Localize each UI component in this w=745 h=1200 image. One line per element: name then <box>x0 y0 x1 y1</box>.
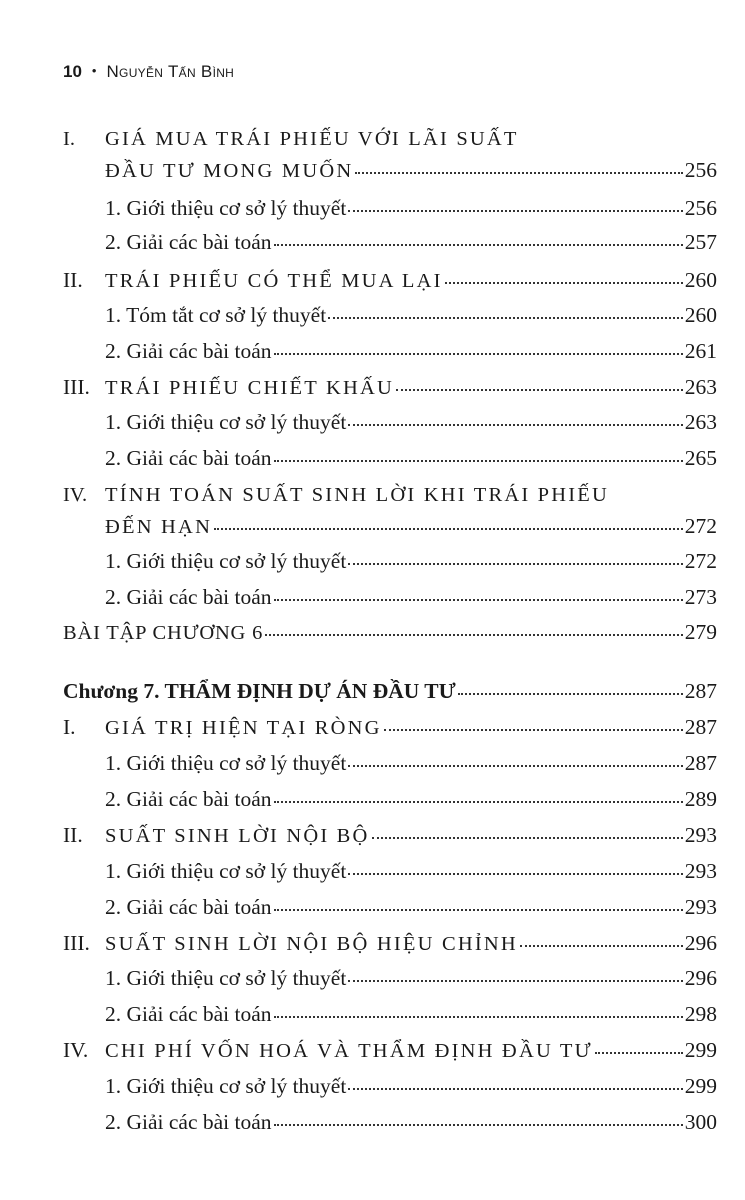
toc-page-number: 293 <box>684 895 717 919</box>
toc-entry-title: 1. Giới thiệu cơ sở lý thuyết <box>105 1074 347 1098</box>
leader-dots <box>328 317 683 319</box>
leader-dots <box>520 945 683 947</box>
toc-entry-title: TRÁI PHIẾU CÓ THỂ MUA LẠI <box>105 270 443 292</box>
toc-subsection-entry[interactable] <box>105 198 717 220</box>
leader-dots <box>384 729 683 731</box>
toc-section-number: III. <box>63 375 90 399</box>
toc-page-number: 293 <box>684 859 717 883</box>
leader-dots <box>348 980 682 982</box>
leader-dots <box>445 282 683 284</box>
toc-subsection-entry[interactable] <box>105 861 717 883</box>
leader-dots <box>274 353 683 355</box>
toc-subsection-entry[interactable] <box>105 448 717 470</box>
leader-dots <box>348 424 682 426</box>
running-head <box>63 62 234 82</box>
toc-page-number: 279 <box>684 620 717 644</box>
toc-chapter-entry[interactable] <box>63 681 717 703</box>
toc-page-number: 298 <box>684 1002 717 1026</box>
chapter-title: Chương 7. THẨM ĐỊNH DỰ ÁN ĐẦU TƯ <box>63 679 456 703</box>
toc-page-number: 299 <box>684 1074 717 1098</box>
leader-dots <box>274 1016 683 1018</box>
toc-entry-title: 1. Giới thiệu cơ sở lý thuyết <box>105 966 347 990</box>
toc-subsection-entry[interactable] <box>105 305 717 327</box>
toc-section-number: II. <box>63 268 83 292</box>
toc-entry-title: 2. Giải các bài toán <box>105 787 272 811</box>
leader-dots <box>274 460 683 462</box>
toc-page-number: 256 <box>684 158 717 182</box>
leader-dots <box>396 389 683 391</box>
toc-page-number: 289 <box>684 787 717 811</box>
leader-dots <box>372 837 683 839</box>
toc-section-number: IV. <box>63 1038 89 1062</box>
toc-exercises-entry[interactable] <box>63 622 717 644</box>
toc-entry-title: 1. Giới thiệu cơ sở lý thuyết <box>105 751 347 775</box>
toc-entry-title: 2. Giải các bài toán <box>105 1002 272 1026</box>
toc-entry-title: BÀI TẬP CHƯƠNG 6 <box>63 622 264 644</box>
toc-page-number: 261 <box>684 339 717 363</box>
toc-entry-title: 2. Giải các bài toán <box>105 895 272 919</box>
toc-entry-title: 1. Giới thiệu cơ sở lý thuyết <box>105 549 347 573</box>
toc-page-number: 260 <box>684 268 717 292</box>
toc-entry-title: 1. Giới thiệu cơ sở lý thuyết <box>105 859 347 883</box>
toc-section-entry[interactable] <box>105 160 717 182</box>
toc-entry-title: 2. Giải các bài toán <box>105 1110 272 1134</box>
toc-page-number: 287 <box>684 715 717 739</box>
leader-dots <box>458 693 683 695</box>
toc-subsection-entry[interactable] <box>105 789 717 811</box>
toc-section-entry[interactable] <box>63 933 717 955</box>
leader-dots <box>348 873 682 875</box>
toc-section-entry[interactable] <box>63 377 717 399</box>
toc-page-number: 273 <box>684 585 717 609</box>
toc-page-number: 299 <box>684 1038 717 1062</box>
toc-entry-title: 2. Giải các bài toán <box>105 585 272 609</box>
separator-dot: • <box>91 63 97 78</box>
leader-dots <box>274 599 683 601</box>
toc-entry-title: 2. Giải các bài toán <box>105 339 272 363</box>
toc-subsection-entry[interactable] <box>105 1004 717 1026</box>
toc-section-entry[interactable] <box>105 516 717 538</box>
toc-section-heading: I. GIÁ MUA TRÁI PHIẾU VỚI LÃI SUẤT <box>63 128 519 150</box>
toc-subsection-entry[interactable] <box>105 897 717 919</box>
toc-entry-title: TRÁI PHIẾU CHIẾT KHẤU <box>105 377 394 399</box>
leader-dots <box>348 563 682 565</box>
toc-page-number: 272 <box>684 549 717 573</box>
leader-dots <box>348 765 682 767</box>
toc-section-entry[interactable] <box>63 270 717 292</box>
toc-subsection-entry[interactable] <box>105 753 717 775</box>
toc-page-number: 296 <box>684 966 717 990</box>
toc-entry-title: ĐẾN HẠN <box>105 516 213 538</box>
toc-entry-title: 2. Giải các bài toán <box>105 230 272 254</box>
toc-page-number: 265 <box>684 446 717 470</box>
leader-dots <box>348 210 682 212</box>
toc-subsection-entry[interactable] <box>105 1112 717 1134</box>
toc-subsection-entry[interactable] <box>105 1076 717 1098</box>
toc-page-number: 263 <box>684 375 717 399</box>
toc-entry-title: 2. Giải các bài toán <box>105 446 272 470</box>
toc-entry-title: SUẤT SINH LỜI NỘI BỘ <box>105 825 370 847</box>
toc-page-number: 293 <box>684 823 717 847</box>
toc-subsection-entry[interactable] <box>105 551 717 573</box>
leader-dots <box>355 172 682 174</box>
toc-entry-title: SUẤT SINH LỜI NỘI BỘ HIỆU CHỈNH <box>105 933 518 955</box>
toc-section-entry[interactable] <box>63 1040 717 1062</box>
toc-subsection-entry[interactable] <box>105 587 717 609</box>
author-name: Nguyễn Tấn Bình <box>106 62 235 81</box>
toc-page-number: 260 <box>684 303 717 327</box>
toc-page-number: 287 <box>684 679 717 703</box>
toc-page-number: 256 <box>684 196 717 220</box>
leader-dots <box>595 1052 683 1054</box>
toc-subsection-entry[interactable] <box>105 232 717 254</box>
toc-section-number: III. <box>63 931 90 955</box>
toc-subsection-entry[interactable] <box>105 412 717 434</box>
toc-page-number: 263 <box>684 410 717 434</box>
toc-entry-title: 1. Giới thiệu cơ sở lý thuyết <box>105 196 347 220</box>
toc-subsection-entry[interactable] <box>105 341 717 363</box>
toc-page-number: 287 <box>684 751 717 775</box>
toc-subsection-entry[interactable] <box>105 968 717 990</box>
leader-dots <box>348 1088 682 1090</box>
toc-page-number: 300 <box>684 1110 717 1134</box>
toc-section-number: II. <box>63 823 83 847</box>
toc-page-number: 272 <box>684 514 717 538</box>
toc-entry-title: ĐẦU TƯ MONG MUỐN <box>105 160 354 182</box>
toc-section-number: I. <box>63 715 76 739</box>
toc-entry-title: 1. Tóm tắt cơ sở lý thuyết <box>105 303 327 327</box>
leader-dots <box>274 909 683 911</box>
toc-section-heading: IV. TÍNH TOÁN SUẤT SINH LỜI KHI TRÁI PHIẾU <box>63 484 610 506</box>
leader-dots <box>274 1124 683 1126</box>
leader-dots <box>265 634 683 636</box>
leader-dots <box>274 801 683 803</box>
leader-dots <box>214 528 683 530</box>
leader-dots <box>274 244 683 246</box>
toc-entry-title: 1. Giới thiệu cơ sở lý thuyết <box>105 410 347 434</box>
toc-section-entry[interactable] <box>63 825 717 847</box>
toc-section-entry[interactable] <box>63 717 717 739</box>
page-number: 10 <box>63 62 82 81</box>
toc-page-number: 257 <box>684 230 717 254</box>
toc-entry-title: GIÁ TRỊ HIỆN TẠI RÒNG <box>105 717 382 739</box>
toc-entry-title: CHI PHÍ VỐN HOÁ VÀ THẨM ĐỊNH ĐẦU TƯ <box>105 1040 593 1062</box>
toc-page-number: 296 <box>684 931 717 955</box>
